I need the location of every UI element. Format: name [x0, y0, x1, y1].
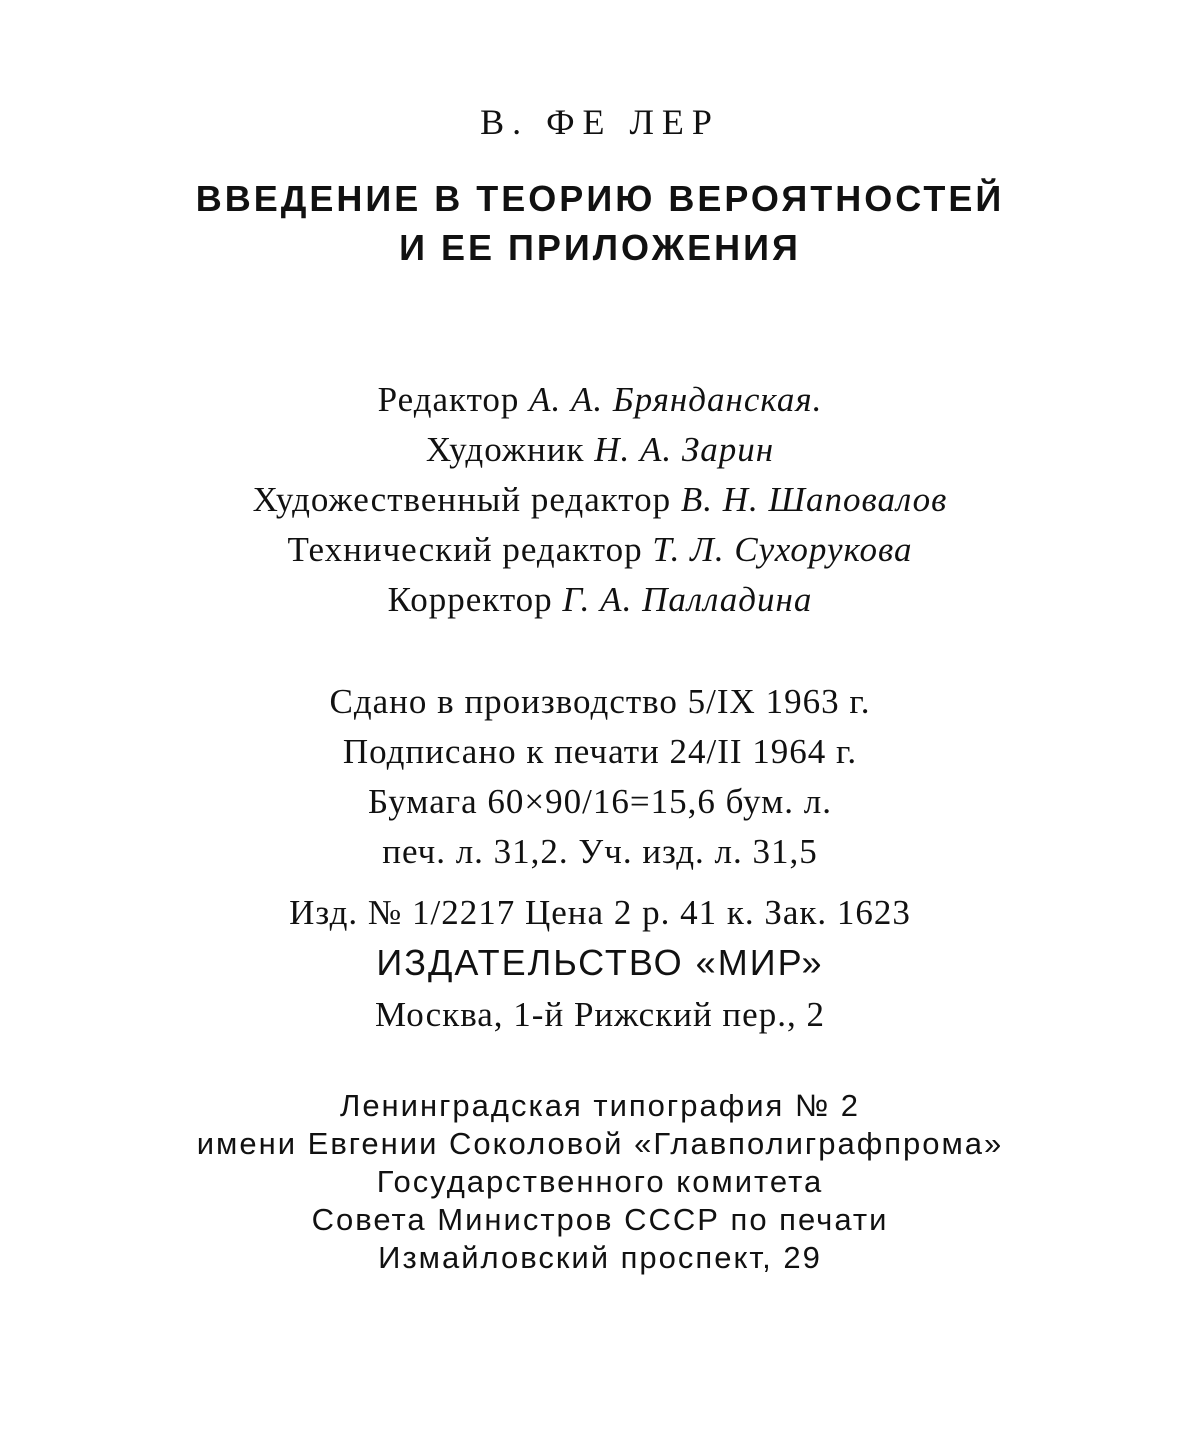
credit-role: Художник	[425, 430, 585, 469]
book-title-line-1: ВВЕДЕНИЕ В ТЕОРИЮ ВЕРОЯТНОСТЕЙ	[195, 178, 1005, 219]
imprint-edition-price: Изд. № 1/2217 Цена 2 р. 41 к. Зак. 1623	[289, 893, 911, 932]
printer-line-1: Ленинградская типография № 2	[339, 1088, 861, 1123]
credit-role: Технический редактор	[287, 530, 643, 569]
credit-person: А. А. Брянданская.	[529, 380, 823, 419]
credit-role: Корректор	[387, 580, 553, 619]
imprint-paper-format: Бумага 60×90/16=15,6 бум. л.	[368, 782, 832, 821]
credit-art-editor	[0, 482, 1200, 517]
imprint-signed-date: Подписано к печати 24/II 1964 г.	[342, 732, 858, 771]
credit-proofreader	[0, 582, 1200, 617]
credit-technical-editor	[0, 532, 1200, 567]
imprint-submitted-date: Сдано в производство 5/IX 1963 г.	[329, 682, 871, 721]
credit-person: Н. А. Зарин	[594, 430, 775, 469]
printer-line-3: Государственного комитета	[376, 1164, 824, 1199]
printer-line-2: имени Евгении Соколовой «Главполиграфпрома»	[196, 1126, 1004, 1161]
printer-line-4: Совета Министров СССР по печати	[311, 1202, 889, 1237]
publisher-name: ИЗДАТЕЛЬСТВО «МИР»	[376, 942, 824, 983]
credit-role: Художественный редактор	[252, 480, 672, 519]
credit-person: В. Н. Шаповалов	[680, 480, 948, 519]
credit-editor	[0, 382, 1200, 417]
credit-artist	[0, 432, 1200, 467]
credit-person: Т. Л. Сухорукова	[652, 530, 913, 569]
publisher-address: Москва, 1-й Рижский пер., 2	[375, 995, 825, 1034]
printer-line-5: Измайловский проспект, 29	[378, 1240, 822, 1275]
imprint-sheets: печ. л. 31,2. Уч. изд. л. 31,5	[382, 832, 818, 871]
book-title-line-2: И ЕЕ ПРИЛОЖЕНИЯ	[399, 227, 801, 268]
author-name: В. ФЕ ЛЕР	[480, 102, 720, 142]
credit-role: Редактор	[377, 380, 520, 419]
credit-person: Г. А. Палладина	[562, 580, 813, 619]
